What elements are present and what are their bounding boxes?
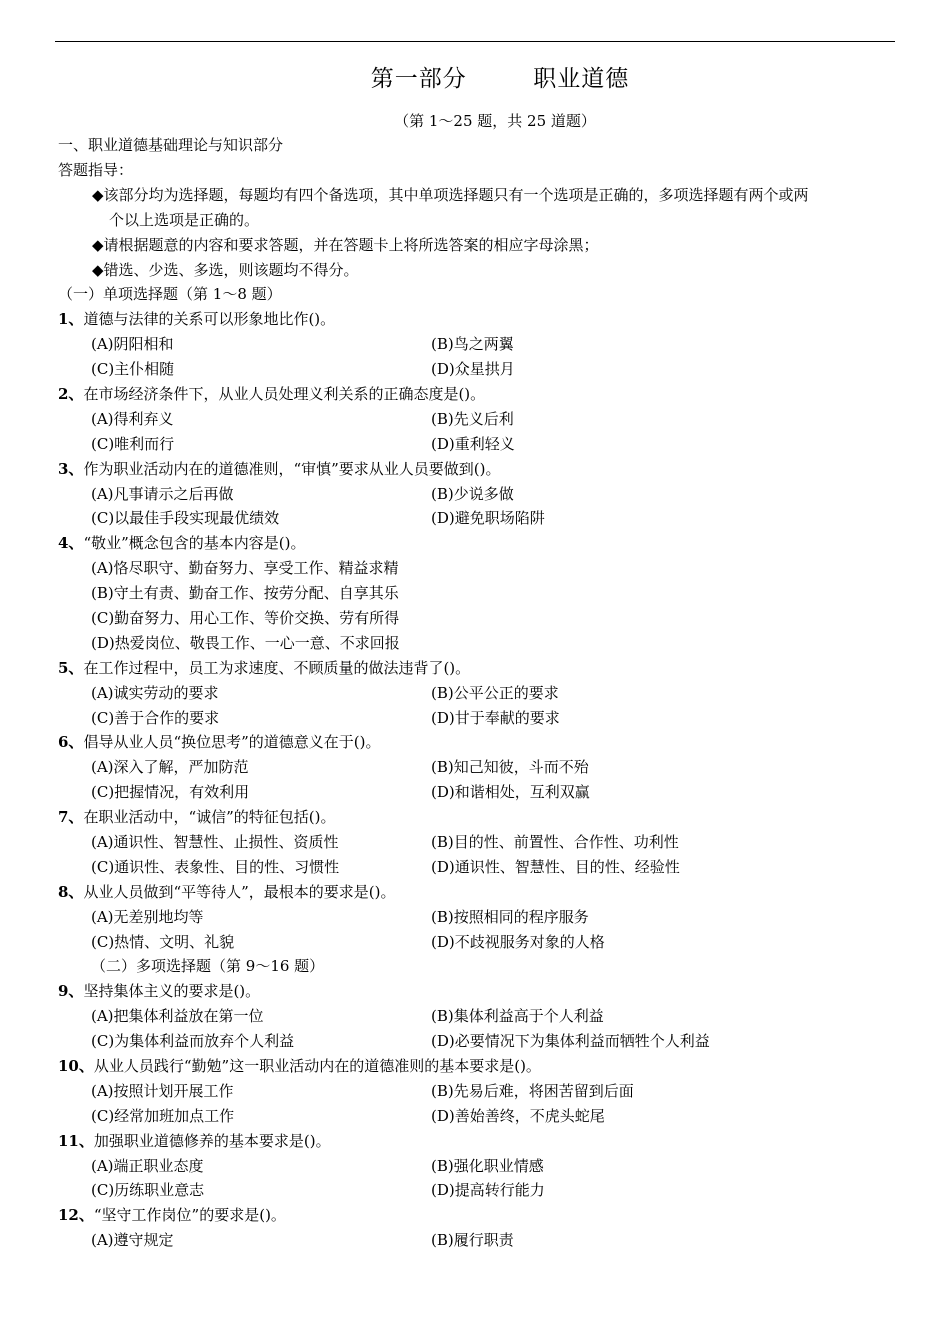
question-text: 在工作过程中，员工为求速度、不顾质量的做法违背了()。 <box>83 658 471 677</box>
options-row <box>58 830 898 855</box>
question-number: 1、 <box>58 310 84 329</box>
guide-bullet-3 <box>58 258 898 283</box>
options-row <box>58 357 898 382</box>
question-number: 5、 <box>58 658 84 677</box>
options-row <box>58 506 898 531</box>
question-text: 道德与法律的关系可以形象地比作()。 <box>83 310 336 329</box>
option: (C)唯利而行 <box>91 434 175 453</box>
option: (A)把集体利益放在第一位 <box>91 1007 264 1026</box>
option: (C)以最佳手段实现最优绩效 <box>91 509 280 528</box>
question-6 <box>58 730 898 755</box>
question-9 <box>58 979 898 1004</box>
question-text: 从业人员践行“勤勉”这一职业活动内在的道德准则的基本要求是()。 <box>93 1057 541 1076</box>
question-5 <box>58 656 898 681</box>
options-row <box>58 1154 898 1179</box>
option: (A)按照计划开展工作 <box>91 1081 234 1100</box>
question-12 <box>58 1203 898 1228</box>
option: (B)公平公正的要求 <box>431 683 559 702</box>
question-text: 在市场经济条件下，从业人员处理义利关系的正确态度是()。 <box>83 384 486 403</box>
options-row <box>58 332 898 357</box>
option: (A)端正职业态度 <box>91 1156 204 1175</box>
options-row <box>58 1178 898 1203</box>
question-number: 12、 <box>58 1206 94 1225</box>
option: (D)和谐相处，互利双赢 <box>431 783 590 802</box>
question-text: “敬业”概念包含的基本内容是()。 <box>83 534 306 553</box>
option: (A)深入了解，严加防范 <box>91 758 249 777</box>
option: (B)集体利益高于个人利益 <box>431 1007 604 1026</box>
option: (D)重利轻义 <box>431 434 515 453</box>
guide-bullet-3-text: ◆错选、少选、多选，则该题均不得分。 <box>92 260 359 279</box>
options-row <box>58 1004 898 1029</box>
options-row <box>58 905 898 930</box>
question-number: 2、 <box>58 384 84 403</box>
question-text: 作为职业活动内在的道德准则，“审慎”要求从业人员要做到()。 <box>83 459 501 478</box>
question-text: 在职业活动中，“诚信”的特征包括()。 <box>83 808 336 827</box>
question-8 <box>58 880 898 905</box>
option: (A)恪尽职守、勤奋努力、享受工作、精益求精 <box>91 559 399 578</box>
option: (C)历练职业意志 <box>91 1181 205 1200</box>
options-row <box>58 1228 898 1253</box>
option: (C)主仆相随 <box>91 360 175 379</box>
option: (D)必要情况下为集体利益而牺牲个人利益 <box>431 1032 710 1051</box>
options-row <box>58 855 898 880</box>
question-3 <box>58 457 898 482</box>
option: (C)为集体利益而放弃个人利益 <box>91 1032 295 1051</box>
multi-choice-questions <box>58 979 898 1253</box>
options-row <box>58 1029 898 1054</box>
header-rule <box>55 41 895 42</box>
guide-bullet-2-text: ◆请根据题意的内容和要求答题，并在答题卡上将所选答案的相应字母涂黑； <box>92 235 599 254</box>
question-number: 3、 <box>58 459 84 478</box>
option: (C)把握情况，有效利用 <box>91 783 250 802</box>
option: (A)无差别地均等 <box>91 907 204 926</box>
option: (D)不歧视服务对象的人格 <box>431 932 605 951</box>
options-row <box>58 706 898 731</box>
option: (A)通识性、智慧性、止损性、资质性 <box>91 833 339 851</box>
options-row <box>58 681 898 706</box>
question-text: 倡导从业人员“换位思考”的道德意义在于()。 <box>83 733 381 752</box>
option: (A)诚实劳动的要求 <box>91 683 219 702</box>
option: (B)鸟之两翼 <box>431 335 514 354</box>
option: (C)勤奋努力、用心工作、等价交换、劳有所得 <box>91 608 400 627</box>
guide-bullet-1-cont-text: 个以上选项是正确的。 <box>109 210 260 229</box>
option: (D)提高转行能力 <box>431 1181 545 1200</box>
options-row <box>58 930 898 955</box>
question-number: 9、 <box>58 982 84 1001</box>
option: (C)热情、文明、礼貌 <box>91 932 235 951</box>
guide-label: 答题指导： <box>58 160 134 179</box>
guide-bullet-1 <box>58 183 898 208</box>
option: (D)善始善终，不虎头蛇尾 <box>431 1106 605 1125</box>
option: (C)善于合作的要求 <box>91 708 220 727</box>
question-text: 从业人员做到“平等待人”，最根本的要求是()。 <box>83 882 396 901</box>
question-number: 10、 <box>58 1057 94 1076</box>
question-number: 7、 <box>58 808 84 827</box>
document-body <box>58 133 898 1253</box>
option: (B)履行职责 <box>431 1231 514 1250</box>
option: (A)阴阳相和 <box>91 335 174 354</box>
question-text: 加强职业道德修养的基本要求是()。 <box>93 1131 331 1150</box>
page-subtitle: （第 1～25 题，共 25 道题） <box>394 112 596 130</box>
page-title: 第一部分 职业道德 <box>370 66 630 92</box>
question-number: 6、 <box>58 733 84 752</box>
question-4 <box>58 531 898 556</box>
option: (B)先义后利 <box>431 409 514 428</box>
option: (D)甘于奉献的要求 <box>431 708 560 727</box>
option: (A)遵守规定 <box>91 1231 174 1250</box>
option: (A)凡事请示之后再做 <box>91 484 234 503</box>
multi-choice-heading: （二）多项选择题（第 9～16 题） <box>91 957 325 976</box>
option: (B)目的性、前置性、合作性、功利性 <box>431 833 679 851</box>
question-number: 8、 <box>58 882 84 901</box>
question-7 <box>58 805 898 830</box>
guide-bullet-1-cont <box>58 208 898 233</box>
guide-bullet-2 <box>58 233 898 258</box>
option: (B)先易后难，将困苦留到后面 <box>431 1081 634 1100</box>
option: (D)避免职场陷阱 <box>431 509 545 528</box>
guide-bullet-1-text: ◆该部分均为选择题，每题均有四个备选项，其中单项选择题只有一个选项是正确的，多项选择题有两个或两 <box>92 185 809 204</box>
question-2 <box>58 382 898 407</box>
single-choice-questions <box>58 307 898 954</box>
option: (D)通识性、智慧性、目的性、经验性 <box>431 857 680 876</box>
options-row <box>58 482 898 507</box>
option: (A)得利弃义 <box>91 409 174 428</box>
question-11 <box>58 1129 898 1154</box>
options-row <box>58 1104 898 1129</box>
question-number: 4、 <box>58 534 84 553</box>
single-choice-heading: （一）单项选择题（第 1～8 题） <box>58 285 282 304</box>
option: (D)热爱岗位、敬畏工作、一心一意、不求回报 <box>91 633 400 652</box>
question-1 <box>58 307 898 332</box>
option: (B)守土有责、勤奋工作、按劳分配、自享其乐 <box>91 584 399 603</box>
option: (B)少说多做 <box>431 484 514 503</box>
question-text: “坚守工作岗位”的要求是()。 <box>93 1206 286 1225</box>
option: (C)通识性、表象性、目的性、习惯性 <box>91 857 340 876</box>
option: (C)经常加班加点工作 <box>91 1106 235 1125</box>
options-row <box>58 407 898 432</box>
options-row <box>58 755 898 780</box>
option: (B)按照相同的程序服务 <box>431 907 589 926</box>
options-row <box>58 432 898 457</box>
options-row <box>58 780 898 805</box>
question-text: 坚持集体主义的要求是()。 <box>83 982 261 1001</box>
option: (B)强化职业情感 <box>431 1156 544 1175</box>
section-heading: 一、职业道德基础理论与知识部分 <box>58 136 284 154</box>
question-10 <box>58 1054 898 1079</box>
options-row <box>58 1079 898 1104</box>
option: (B)知己知彼，斗而不殆 <box>431 758 589 777</box>
option: (D)众星拱月 <box>431 360 515 379</box>
question-number: 11、 <box>58 1131 94 1150</box>
